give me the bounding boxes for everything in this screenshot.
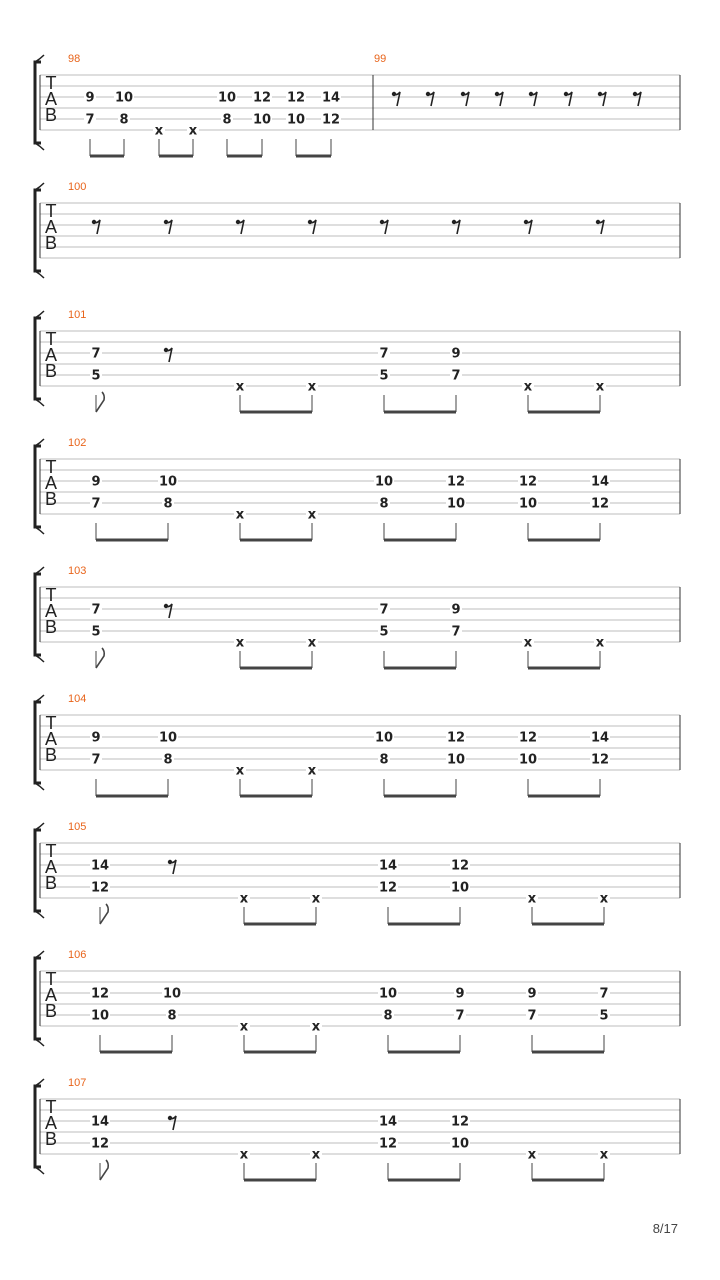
tab-clef-letter: A	[44, 89, 58, 109]
tab-clef-letter: A	[44, 601, 58, 621]
fret-number: 10	[252, 112, 272, 128]
eighth-rest	[564, 92, 572, 106]
fret-number: 12	[286, 90, 306, 106]
fret-number: 9	[85, 90, 95, 106]
fret-number: 14	[378, 858, 398, 874]
fret-number: 10	[450, 1136, 470, 1152]
fret-number: 12	[378, 880, 398, 896]
eighth-rest	[452, 220, 460, 234]
tab-clef-letter: A	[44, 1113, 58, 1133]
dead-note: x	[595, 379, 605, 395]
dead-note: x	[599, 1147, 609, 1163]
measure-number: 98	[68, 53, 81, 65]
eighth-rest	[380, 220, 388, 234]
fret-number: 10	[374, 474, 394, 490]
fret-number: 8	[379, 496, 389, 512]
fret-number: 8	[163, 752, 173, 768]
fret-number: 10	[518, 496, 538, 512]
eighth-rest	[236, 220, 244, 234]
fret-number: 12	[378, 1136, 398, 1152]
fret-number: 12	[90, 1136, 110, 1152]
eighth-rest	[164, 220, 172, 234]
fret-number: 10	[450, 880, 470, 896]
eighth-rest	[164, 348, 172, 362]
fret-number: 9	[91, 474, 101, 490]
tab-staff-system	[35, 949, 680, 1052]
tab-staff-system	[35, 693, 680, 796]
dead-note: x	[307, 635, 317, 651]
measure-number: 104	[68, 693, 87, 705]
dead-note: x	[235, 763, 245, 779]
tab-staff-system	[35, 181, 680, 278]
measure-number: 102	[68, 437, 87, 449]
dead-note: x	[527, 1147, 537, 1163]
fret-number: 5	[91, 368, 101, 384]
dead-note: x	[307, 507, 317, 523]
fret-number: 12	[252, 90, 272, 106]
eighth-rest	[392, 92, 400, 106]
fret-number: 8	[119, 112, 129, 128]
dead-note: x	[239, 1147, 249, 1163]
fret-number: 5	[379, 368, 389, 384]
fret-number: 7	[91, 346, 101, 362]
tab-clef-letter: A	[44, 217, 58, 237]
dead-note: x	[239, 1019, 249, 1035]
fret-number: 14	[90, 858, 110, 874]
tab-clef-letter: T	[45, 329, 57, 349]
fret-number: 8	[379, 752, 389, 768]
tab-clef-letter: A	[44, 729, 58, 749]
fret-number: 12	[518, 730, 538, 746]
dead-note: x	[188, 123, 198, 139]
eighth-rest	[461, 92, 469, 106]
fret-number: 12	[90, 986, 110, 1002]
fret-number: 12	[450, 858, 470, 874]
tab-staff-system	[35, 309, 680, 412]
fret-number: 9	[91, 730, 101, 746]
tab-clef-letter: B	[44, 873, 58, 893]
fret-number: 12	[446, 474, 466, 490]
tab-staff-system	[35, 821, 680, 924]
tab-clef-letter: T	[45, 713, 57, 733]
fret-number: 9	[455, 986, 465, 1002]
eighth-rest	[164, 604, 172, 618]
measure-number: 103	[68, 565, 87, 577]
fret-number: 9	[527, 986, 537, 1002]
measure-number: 107	[68, 1077, 87, 1089]
tab-clef-letter: B	[44, 105, 58, 125]
fret-number: 9	[451, 346, 461, 362]
fret-number: 10	[90, 1008, 110, 1024]
fret-number: 8	[167, 1008, 177, 1024]
dead-note: x	[311, 1147, 321, 1163]
fret-number: 9	[451, 602, 461, 618]
fret-number: 7	[599, 986, 609, 1002]
fret-number: 7	[85, 112, 95, 128]
fret-number: 7	[91, 602, 101, 618]
eighth-flag	[96, 392, 104, 412]
fret-number: 10	[518, 752, 538, 768]
eighth-rest	[596, 220, 604, 234]
dead-note: x	[527, 891, 537, 907]
dead-note: x	[235, 379, 245, 395]
fret-number: 8	[383, 1008, 393, 1024]
dead-note: x	[235, 635, 245, 651]
fret-number: 5	[91, 624, 101, 640]
fret-number: 10	[446, 496, 466, 512]
fret-number: 7	[451, 624, 461, 640]
eighth-rest	[495, 92, 503, 106]
dead-note: x	[307, 763, 317, 779]
eighth-rest	[92, 220, 100, 234]
tab-staff-system	[35, 437, 680, 540]
tab-clef-letter: T	[45, 585, 57, 605]
dead-note: x	[311, 891, 321, 907]
fret-number: 10	[114, 90, 134, 106]
tab-clef-letter: T	[45, 457, 57, 477]
eighth-rest	[524, 220, 532, 234]
tab-clef-letter: T	[45, 201, 57, 221]
eighth-rest	[168, 1116, 176, 1130]
fret-number: 7	[91, 752, 101, 768]
tab-clef-letter: B	[44, 617, 58, 637]
fret-number: 10	[158, 474, 178, 490]
eighth-flag	[96, 648, 104, 668]
fret-number: 10	[378, 986, 398, 1002]
page-number: 8/17	[652, 1221, 678, 1236]
dead-note: x	[307, 379, 317, 395]
fret-number: 10	[217, 90, 237, 106]
fret-number: 7	[379, 346, 389, 362]
fret-number: 5	[379, 624, 389, 640]
fret-number: 8	[163, 496, 173, 512]
fret-number: 12	[590, 496, 610, 512]
fret-number: 10	[446, 752, 466, 768]
dead-note: x	[239, 891, 249, 907]
dead-note: x	[599, 891, 609, 907]
tab-clef-letter: A	[44, 857, 58, 877]
fret-number: 12	[90, 880, 110, 896]
fret-number: 14	[321, 90, 341, 106]
fret-number: 14	[378, 1114, 398, 1130]
fret-number: 12	[321, 112, 341, 128]
fret-number: 14	[90, 1114, 110, 1130]
fret-number: 10	[286, 112, 306, 128]
fret-number: 12	[590, 752, 610, 768]
eighth-rest	[426, 92, 434, 106]
fret-number: 10	[374, 730, 394, 746]
eighth-flag	[100, 904, 108, 924]
dead-note: x	[595, 635, 605, 651]
eighth-rest	[168, 860, 176, 874]
tab-clef-letter: B	[44, 233, 58, 253]
dead-note: x	[523, 635, 533, 651]
eighth-rest	[633, 92, 641, 106]
tab-clef-letter: T	[45, 969, 57, 989]
fret-number: 7	[527, 1008, 537, 1024]
dead-note: x	[523, 379, 533, 395]
fret-number: 14	[590, 730, 610, 746]
measure-number: 105	[68, 821, 87, 833]
tab-clef-letter: A	[44, 345, 58, 365]
fret-number: 7	[451, 368, 461, 384]
tab-clef-letter: A	[44, 473, 58, 493]
tab-clef-letter: B	[44, 745, 58, 765]
dead-note: x	[154, 123, 164, 139]
tab-clef-letter: A	[44, 985, 58, 1005]
measure-number: 106	[68, 949, 87, 961]
fret-number: 10	[158, 730, 178, 746]
fret-number: 7	[379, 602, 389, 618]
fret-number: 10	[162, 986, 182, 1002]
tab-staff-system	[35, 565, 680, 668]
tab-staff-system	[35, 53, 680, 156]
eighth-rest	[308, 220, 316, 234]
measure-number: 99	[374, 53, 387, 65]
fret-number: 12	[450, 1114, 470, 1130]
tab-clef-letter: B	[44, 1001, 58, 1021]
dead-note: x	[235, 507, 245, 523]
fret-number: 7	[91, 496, 101, 512]
fret-number: 14	[590, 474, 610, 490]
fret-number: 12	[446, 730, 466, 746]
tab-clef-letter: B	[44, 489, 58, 509]
fret-number: 5	[599, 1008, 609, 1024]
dead-note: x	[311, 1019, 321, 1035]
measure-number: 100	[68, 181, 87, 193]
tab-staff-system	[35, 1077, 680, 1180]
fret-number: 7	[455, 1008, 465, 1024]
measure-number: 101	[68, 309, 87, 321]
eighth-flag	[100, 1160, 108, 1180]
fret-number: 8	[222, 112, 232, 128]
eighth-rest	[529, 92, 537, 106]
eighth-rest	[598, 92, 606, 106]
tab-clef-letter: T	[45, 841, 57, 861]
tab-clef-letter: B	[44, 361, 58, 381]
tab-clef-letter: T	[45, 1097, 57, 1117]
fret-number: 12	[518, 474, 538, 490]
tab-clef-letter: B	[44, 1129, 58, 1149]
tab-clef-letter: T	[45, 73, 57, 93]
